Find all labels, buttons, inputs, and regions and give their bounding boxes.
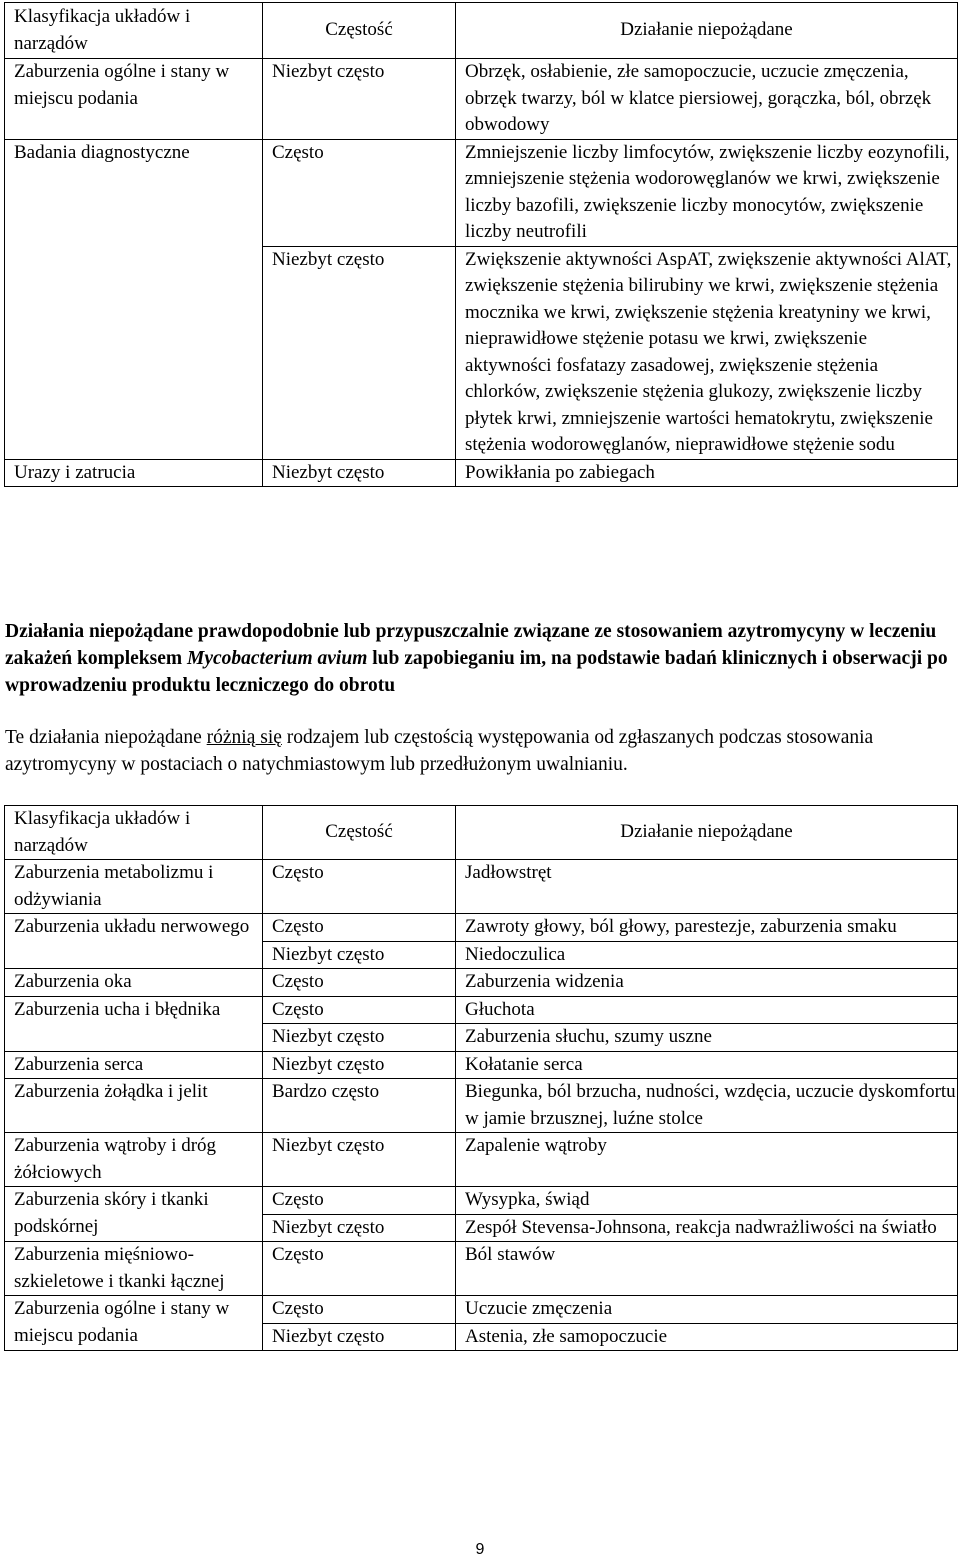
table-row [5, 459, 958, 487]
frequency-cell: Niezbyt często [263, 1323, 456, 1351]
effect-cell: Ból stawów [456, 1242, 958, 1296]
soc-cell: Zaburzenia oka [5, 969, 263, 997]
soc-cell: Zaburzenia układu nerwowego [5, 914, 263, 969]
frequency-cell: Często [263, 860, 456, 914]
effect-cell: Głuchota [456, 996, 958, 1024]
table-row [5, 1296, 958, 1324]
frequency-cell: Często [263, 139, 456, 246]
soc-cell: Zaburzenia ogólne i stany w miejscu podania [5, 59, 263, 140]
frequency-cell: Często [263, 1187, 456, 1215]
soc-cell: Zaburzenia wątroby i dróg żółciowych [5, 1133, 263, 1187]
effect-cell: Zawroty głowy, ból głowy, parestezje, zaburzenia smaku [456, 914, 958, 942]
soc-cell: Zaburzenia mięśniowo-szkieletowe i tkanki łącznej [5, 1242, 263, 1296]
table-row [5, 1133, 958, 1187]
effect-cell: Zaburzenia widzenia [456, 969, 958, 997]
table-row [5, 59, 958, 140]
soc-cell: Badania diagnostyczne [5, 139, 263, 459]
effect-cell: Powikłania po zabiegach [456, 459, 958, 487]
underlined-phrase: różnią się [206, 727, 282, 748]
header-adverse-reaction: Działanie niepożądane [456, 3, 958, 59]
table-row [5, 914, 958, 942]
soc-cell: Zaburzenia ogólne i stany w miejscu podania [5, 1296, 263, 1351]
table-header-row [5, 3, 958, 59]
frequency-cell: Niezbyt często [263, 1214, 456, 1242]
table-row [5, 1187, 958, 1215]
effect-cell: Wysypka, świąd [456, 1187, 958, 1215]
frequency-cell: Niezbyt często [263, 1051, 456, 1079]
frequency-cell: Często [263, 1242, 456, 1296]
header-frequency: Częstość [263, 806, 456, 860]
frequency-cell: Często [263, 969, 456, 997]
frequency-cell: Niezbyt często [263, 1133, 456, 1187]
effect-cell: Zmniejszenie liczby limfocytów, zwiększenie liczby eozynofili, zmniejszenie stężenia wodorowęglanów we krwi, zwiększenie liczby bazofili, zwiększenie liczby monocytów, zwiększenie liczby neutrofili [456, 139, 958, 246]
effect-cell: Obrzęk, osłabienie, złe samopoczucie, uczucie zmęczenia, obrzęk twarzy, ból w klatce piersiowej, gorączka, ból, obrzęk obwodowy [456, 59, 958, 140]
frequency-cell: Niezbyt często [263, 459, 456, 487]
effect-cell: Zaburzenia słuchu, szumy uszne [456, 1024, 958, 1052]
table-row [5, 969, 958, 997]
table-header-row [5, 806, 958, 860]
header-soc: Klasyfikacja układów i narządów [5, 3, 263, 59]
page-number: 9 [475, 1541, 485, 1558]
soc-cell: Urazy i zatrucia [5, 459, 263, 487]
effect-cell: Jadłowstręt [456, 860, 958, 914]
effect-cell: Zapalenie wątroby [456, 1133, 958, 1187]
effect-cell: Astenia, złe samopoczucie [456, 1323, 958, 1351]
effect-cell: Biegunka, ból brzucha, nudności, wzdęcia, uczucie dyskomfortu w jamie brzusznej, luźne stolce [456, 1079, 958, 1133]
table-row [5, 1051, 958, 1079]
frequency-cell: Niezbyt często [263, 59, 456, 140]
soc-cell: Zaburzenia skóry i tkanki podskórnej [5, 1187, 263, 1242]
soc-cell: Zaburzenia ucha i błędnika [5, 996, 263, 1051]
effect-cell: Uczucie zmęczenia [456, 1296, 958, 1324]
table-row [5, 860, 958, 914]
table-row [5, 139, 958, 246]
adverse-reactions-table-2 [4, 805, 958, 1351]
header-soc: Klasyfikacja układów i narządów [5, 806, 263, 860]
soc-cell: Zaburzenia metabolizmu i odżywiania [5, 860, 263, 914]
frequency-cell: Często [263, 914, 456, 942]
soc-cell: Zaburzenia żołądka i jelit [5, 1079, 263, 1133]
table-row [5, 996, 958, 1024]
table-row [5, 1079, 958, 1133]
frequency-cell: Niezbyt często [263, 246, 456, 459]
effect-cell: Niedoczulica [456, 941, 958, 969]
frequency-cell: Często [263, 996, 456, 1024]
soc-cell: Zaburzenia serca [5, 1051, 263, 1079]
frequency-cell: Niezbyt często [263, 941, 456, 969]
frequency-cell: Niezbyt często [263, 1024, 456, 1052]
section-heading: Działania niepożądane prawdopodobnie lub przypuszczalnie związane ze stosowaniem azytromycyny w leczeniu zakażeń kompleksem Mycobacterium avium lub zapobieganiu im, na podstawie badań klinicznych i obserwacji po wprowadzeniu produktu leczniczego do obrotu [5, 621, 948, 696]
table-row [5, 1242, 958, 1296]
effect-cell: Kołatanie serca [456, 1051, 958, 1079]
header-frequency: Częstość [263, 3, 456, 59]
effect-cell: Zespół Stevensa-Johnsona, reakcja nadwrażliwości na światło [456, 1214, 958, 1242]
frequency-cell: Bardzo często [263, 1079, 456, 1133]
organism-name: Mycobacterium avium [187, 648, 368, 669]
frequency-cell: Często [263, 1296, 456, 1324]
adverse-reactions-table-1 [4, 2, 958, 487]
header-adverse-reaction: Działanie niepożądane [456, 806, 958, 860]
intro-paragraph: Te działania niepożądane różnią się rodzajem lub częstością występowania od zgłaszanych podczas stosowania azytromycyny w postaciach o natychmiastowym lub przedłużonym uwalnianiu. [5, 727, 874, 775]
effect-cell: Zwiększenie aktywności AspAT, zwiększenie aktywności AlAT, zwiększenie stężenia bilirubiny we krwi, zwiększenie stężenia mocznika we krwi, zwiększenie stężenia kreatyniny we krwi, nieprawidłowe stężenie potasu we krwi, zwiększenie aktywności fosfatazy zasadowej, zwiększenie stężenia chlorków, zwiększenie stężenia glukozy, zwiększenie liczby płytek krwi, zmniejszenie wartości hematokrytu, zwiększenie stężenia wodorowęglanów, nieprawidłowe stężenie sodu [456, 246, 958, 459]
